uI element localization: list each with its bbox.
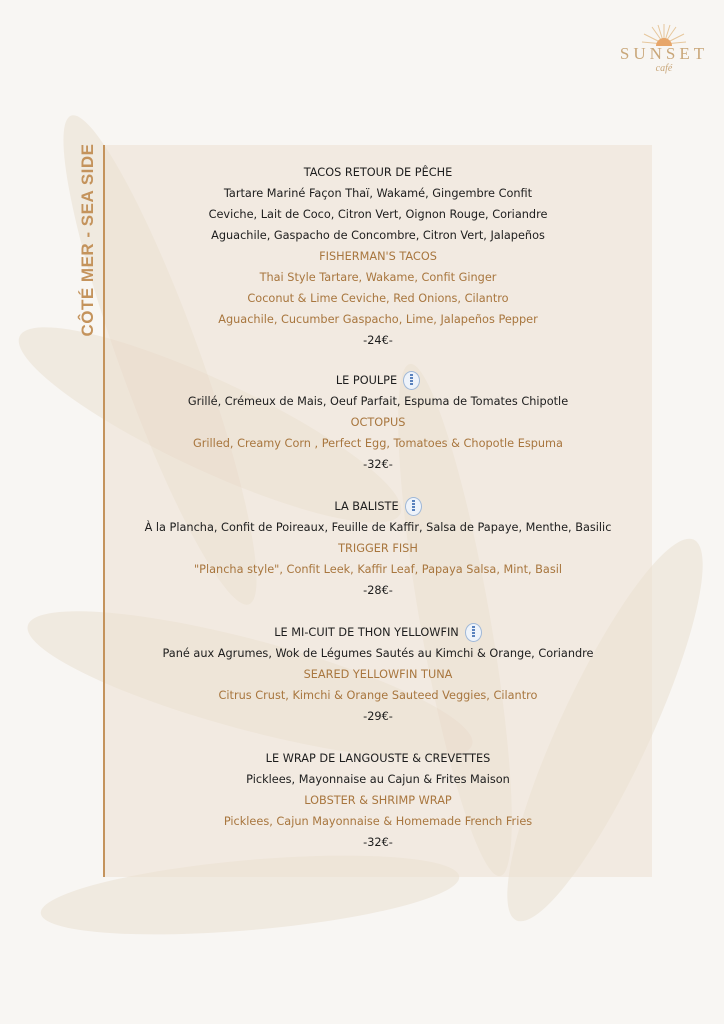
dish-price: -32€- (363, 458, 393, 471)
dish-title: LE WRAP DE LANGOUSTE & CREVETTES (265, 752, 491, 765)
dish-description-fr: Picklees, Mayonnaise au Cajun & Frites Maison (246, 773, 510, 786)
fish-label-icon (403, 371, 420, 390)
sunset-cafe-logo: SUNSET café (612, 22, 716, 82)
dish-title-en: LOBSTER & SHRIMP WRAP (304, 794, 452, 807)
dish-price: -32€- (363, 836, 393, 849)
dish-description-en: Grilled, Creamy Corn , Perfect Egg, Tomatoes & Chopotle Espuma (193, 437, 563, 450)
dish-price: -28€- (363, 584, 393, 597)
menu-item (104, 622, 652, 727)
menu-item (104, 370, 652, 475)
dish-description-fr: Pané aux Agrumes, Wok de Légumes Sautés au Kimchi & Orange, Coriandre (162, 647, 594, 660)
dish-description-en: Citrus Crust, Kimchi & Orange Sauteed Veggies, Cilantro (218, 689, 538, 702)
menu-item (104, 748, 652, 853)
section-title: CÔTÉ MER - SEA SIDE (78, 143, 97, 337)
dish-description-en: Picklees, Cajun Mayonnaise & Homemade French Fries (223, 815, 533, 828)
dish-description-fr: Grillé, Crémeux de Mais, Oeuf Parfait, Espuma de Tomates Chipotle (187, 395, 569, 408)
menu-item (104, 162, 652, 351)
dish-description-fr: Ceviche, Lait de Coco, Citron Vert, Oignon Rouge, Coriandre (208, 208, 548, 221)
dish-price: -24€- (363, 334, 393, 347)
dish-title-en: TRIGGER FISH (338, 542, 418, 555)
dish-title-en: SEARED YELLOWFIN TUNA (303, 668, 453, 681)
menu-item (104, 496, 652, 601)
dish-description-fr: Aguachile, Gaspacho de Concombre, Citron Vert, Jalapeños (211, 229, 545, 242)
dish-description-en: "Plancha style", Confit Leek, Kaffir Leaf, Papaya Salsa, Mint, Basil (193, 563, 563, 576)
fish-label-icon (405, 497, 422, 516)
dish-description-fr: Tartare Mariné Façon Thaï, Wakamé, Gingembre Confit (223, 187, 533, 200)
dish-title-en: OCTOPUS (350, 416, 406, 429)
dish-description-en: Coconut & Lime Ceviche, Red Onions, Cilantro (247, 292, 509, 305)
dish-title: TACOS RETOUR DE PÊCHE (303, 166, 453, 179)
dish-title: LE MI-CUIT DE THON YELLOWFIN (104, 622, 652, 643)
dish-description-en: Thai Style Tartare, Wakame, Confit Ginger (259, 271, 497, 284)
dish-description-fr: À la Plancha, Confit de Poireaux, Feuille de Kaffir, Salsa de Papaye, Menthe, Basilic (144, 521, 612, 534)
dish-price: -29€- (363, 710, 393, 723)
dish-title: LA BALISTE (104, 496, 652, 517)
dish-title: LE POULPE (104, 370, 652, 391)
dish-description-en: Aguachile, Cucumber Gaspacho, Lime, Jalapeños Pepper (218, 313, 538, 326)
dish-title-en: FISHERMAN'S TACOS (319, 250, 437, 263)
fish-label-icon (465, 623, 482, 642)
